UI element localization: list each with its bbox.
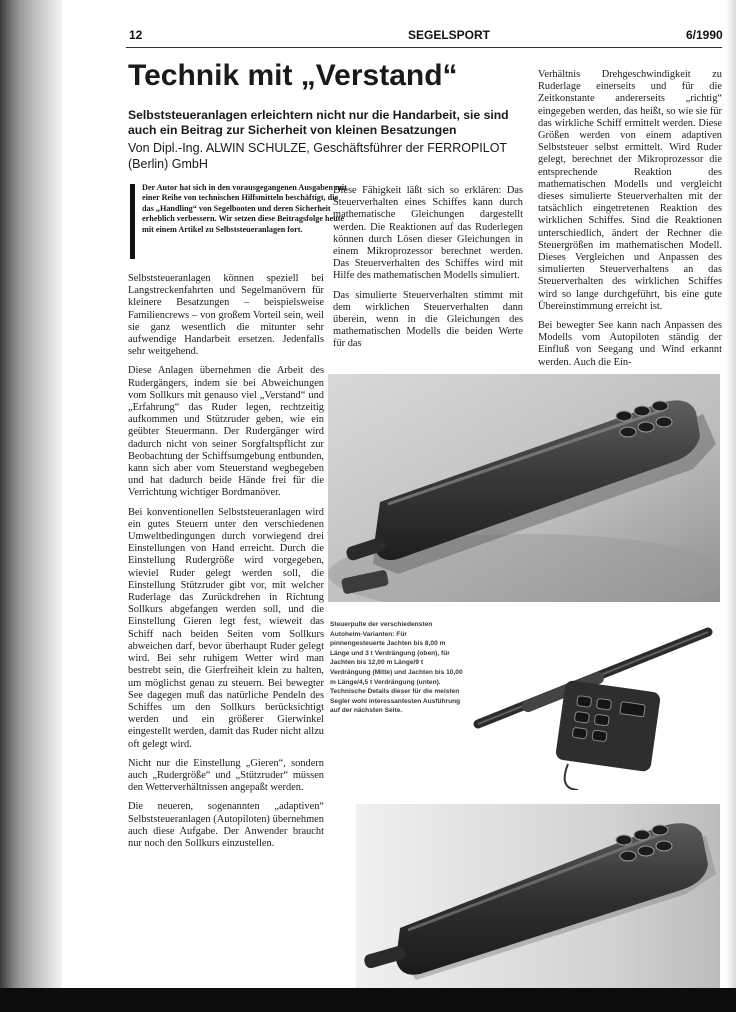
book-gutter (0, 0, 62, 990)
autopilot-photo-middle (468, 614, 720, 790)
issue-number: 6/1990 (686, 28, 723, 42)
column-3 (538, 69, 722, 376)
paragraph: Das simulierte Steuerverhalten stimmt mit dem wirklichen Steuerverhalten dann überein, wenn in die Gleichungen des mathematischen Modells die beiden Werte für das (333, 289, 523, 350)
paragraph: Bei bewegter See kann nach Anpassen des Modells vom Autopiloten ständig der Einfluß von Seegang und Wind erkannt werden. Auch die Ein- (538, 320, 722, 368)
autopilot-photo-bottom (356, 804, 720, 988)
intro-marker-bar (130, 184, 135, 259)
paragraph: Selbststeueranlagen können speziell bei Langstreckenfahrten und Segelmanövern für kleinere Besatzungen – beispielsweise Familiencrews – von großem Vorteil sein, weil sie ganz wesentlich die mitunter sehr aufwendige Handarbeit ersetzen. Jedenfalls sehr weitgehend. (128, 273, 324, 358)
tiller-pilot-image-2 (356, 804, 720, 988)
scan-bottom-edge (0, 988, 736, 1012)
column-1 (128, 273, 324, 857)
tiller-pilot-image (328, 374, 720, 602)
paragraph: Nicht nur die Einstellung „Gieren“, sondern auch „Rudergröße“ und „Stützruder“ müssen den Wetterverhältnissen angepaßt werden. (128, 757, 324, 794)
paragraph: Die neueren, sogenannten „adaptiven“ Selbststeueranlagen (Autopiloten) übernehmen auch diese Aufgabe. Der Anwender braucht nur noch den Sollkurs einzustellen. (128, 801, 324, 849)
photo-caption: Steuerpulte der verschiedensten Autohelm-Varianten: Für pinnengesteuerte Jachten bis 8,00 m Länge und 3 t Verdrängung (oben), für Jachten bis 12,00 m Länge/9 t Verdrängung (Mitte) und Jachten bis 10,00 m Länge/4,5 t Verdrängung (unten). Technische Details dieser für die meisten Segler wohl interessantesten Ausführung auf der nächsten Seite. (330, 621, 463, 715)
article-byline: Von Dipl.-Ing. ALWIN SCHULZE, Geschäftsführer der FERROPILOT (Berlin) GmbH (128, 141, 507, 171)
page-number: 12 (129, 28, 143, 42)
column-2 (333, 185, 523, 358)
article-subtitle: Selbststeueranlagen erleichtern nicht nur die Handarbeit, sie sind auch ein Beitrag zur Sicherheit von kleinen Besatzungen (128, 108, 509, 137)
remote-control-image (468, 614, 720, 790)
article-title: Technik mit „Verstand“ (128, 59, 458, 92)
paragraph: Diese Anlagen übernehmen die Arbeit des Rudergängers, indem sie bei Abweichungen vom Sollkurs mit genauso viel „Verstand“ und „Erfahrung“ das Ruder legen, rechtzeitig aufkommen und Stützruder geben, wie ein geübter Steuermann. Der Rudergänger wird dadurch nicht von seiner Sorgfaltspflicht zur Beobachtung der Schiffsumgebung entbunden, kann sich aber vom Steuerstand wegbegeben und hat dadurch beide Hände frei für die Verrichtung wichtiger Bordmanöver. (128, 365, 324, 499)
autopilot-photo-top (328, 374, 720, 602)
section-title: SEGELSPORT (408, 28, 491, 42)
intro-box: Der Autor hat sich in den vorausgegangenen Ausgaben mit einer Reihe von technischen Hilfsmitteln beschäftigt, die das „Handling“ von Segelbooten und deren Sicherheit erheblich verbessern. Wir setzen diese Beitragsfolge heute mit einem Artikel zu Selbststeueranlagen fort. (142, 183, 347, 234)
paragraph: Diese Fähigkeit läßt sich so erklären: Das Steuerverhalten eines Schiffes kann durch mathematische Gleichungen dargestellt werden. Die Reaktionen auf das Ruderlegen können durch Lösen dieser Gleichungen in einem Mikroprozessor berechnet werden. Das Steuerverhalten des Schiffes wird mit Hilfe des mathematischen Modells simuliert. (333, 185, 523, 282)
page-edge-shadow (726, 0, 736, 990)
paragraph: Verhältnis Drehgeschwindigkeit zu Ruderlage einerseits und für die Zeitkonstante andererseits „richtig“ eingegeben werden, das heißt, so wie sie für das wirkliche Schiff ermittelt werden. Diese Größen werden von einem adaptiven Selbststeuer selbst ermittelt. Wird Ruder gelegt, berechnet der Mikroprozessor die entsprechende Reaktion des mathematischen Modells und vergleicht dieses simulierte Steuerverhalten mit der tatsächlich eingetretenen Reaktion des wirklichen Schiffes. Sind die Reaktionen unterschiedlich, ändert der Rechner die Steuergrößen im mathematischen Modell. Dieses Vergleichen und Anpassen des simulierten Steuerverhaltens an das Steuerverhalten des wirklichen Schiffes wird so lange durchgeführt, bis eine gute Übereinstimmung erreicht ist. (538, 69, 722, 312)
paragraph: Bei konventionellen Selbststeueranlagen wird ein gutes Steuern unter den verschiedenen Umweltbedingungen durch vorwiegend drei Einstellungen von Hand erreicht. Durch die Einstellung Rudergröße wird vorgegeben, wieviel Ruder gelegt werden soll, die Einstellung Stützruder gibt vor, mit welcher Ruderlage das Zurückdrehen in Richtung Sollkurs abgefangen werden soll, und die Einstellung Gieren legt fest, wieweit das Schiff nach beiden Seiten vom Sollkurs abweichen darf, bevor überhaupt Ruder gelegt wird. Bei sehr ruhigem Wetter wird man bestrebt sein, die Gierfreiheit klein zu halten, um möglichst genau zu steuern. Bei bewegter See dagegen muß das natürliche Pendeln des Schiffes um den Sollkurs berücksichtigt werden und ein größerer Gierwinkel eingestellt werden, damit das Ruder nicht allzu oft gelegt wird. (128, 506, 324, 750)
header-rule (126, 47, 722, 48)
